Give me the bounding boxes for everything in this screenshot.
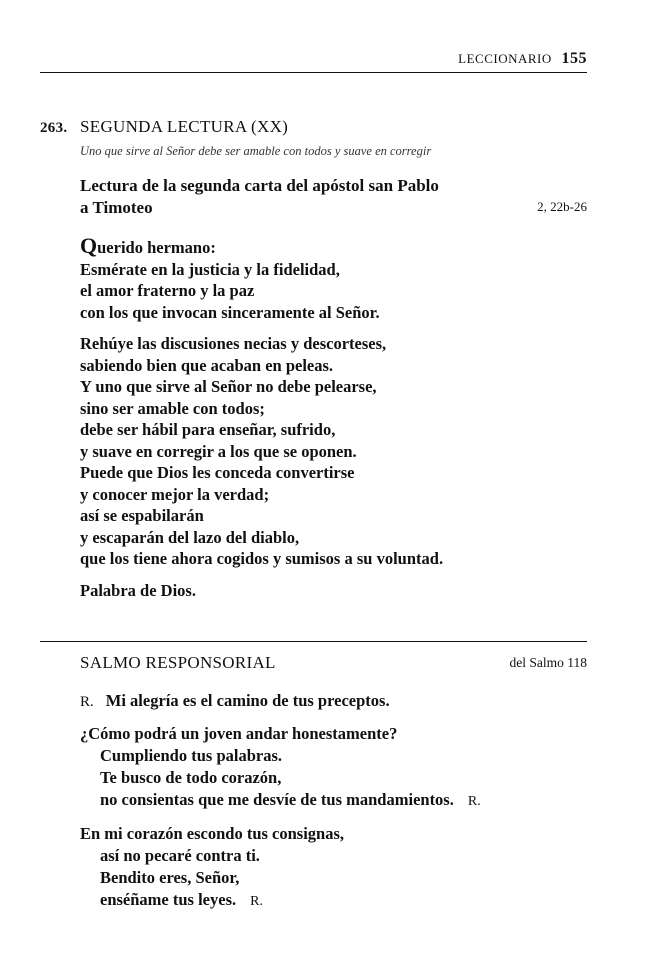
verse-line: y escaparán del lazo del diablo, bbox=[80, 527, 300, 547]
psalm-body bbox=[80, 690, 481, 913]
psalm-line-text: no consientas que me desvíe de tus mandamientos. bbox=[100, 790, 454, 809]
salutation bbox=[80, 235, 443, 259]
verse-line: Y uno que sirve al Señor no debe pelearse, bbox=[80, 377, 377, 396]
psalm-reference: del Salmo 118 bbox=[509, 655, 587, 670]
verse-line: que los tiene ahora cogidos y sumisos a su voluntad. bbox=[80, 549, 444, 568]
verse-line: sino ser amable con todos; bbox=[80, 398, 265, 418]
reading-closing: Palabra de Dios. bbox=[80, 580, 196, 600]
psalm-line-text: enséñame tus leyes. bbox=[100, 890, 237, 909]
verse-line: sabiendo bien que acaban en peleas. bbox=[80, 355, 334, 375]
reading-title-line: a Timoteo bbox=[80, 198, 153, 217]
psalm-line: ¿Cómo podrá un joven andar honestamente? bbox=[80, 724, 398, 743]
psalm-line: así no pecaré contra ti. bbox=[100, 846, 260, 865]
section-heading bbox=[40, 117, 288, 137]
verse-line: así se espabilarán bbox=[80, 506, 204, 525]
verse-line: Rehúye las discusiones necias y descorteses, bbox=[80, 334, 387, 353]
verse-line: Esmérate en la justicia y la fidelidad, bbox=[80, 259, 340, 279]
response-mark: R. bbox=[250, 894, 263, 909]
section-number: 263. bbox=[40, 120, 68, 136]
page-number: 155 bbox=[561, 50, 587, 67]
reading-title-line: Lectura de la segunda carta del apóstol san Pablo bbox=[80, 176, 439, 195]
header-rule bbox=[40, 72, 587, 73]
verse-line: y conocer mejor la verdad; bbox=[80, 484, 270, 504]
reading-title bbox=[80, 175, 439, 219]
verse-line: con los que invocan sinceramente al Señor. bbox=[80, 302, 380, 322]
running-header bbox=[40, 50, 587, 68]
section-rule bbox=[40, 641, 587, 642]
response-text: Mi alegría es el camino de tus preceptos. bbox=[105, 691, 390, 710]
verse-line: Puede que Dios les conceda convertirse bbox=[80, 463, 355, 482]
reading-reference: 2, 22b-26 bbox=[537, 199, 587, 214]
section-title: SEGUNDA LECTURA (XX) bbox=[80, 117, 289, 136]
running-title: LECCIONARIO bbox=[458, 51, 552, 66]
verse-line: y suave en corregir a los que se oponen. bbox=[80, 441, 357, 461]
response-mark: R. bbox=[467, 794, 481, 809]
verse-line: debe ser hábil para enseñar, sufrido, bbox=[80, 420, 336, 439]
verse-line: el amor fraterno y la paz bbox=[80, 281, 255, 300]
reading-body bbox=[80, 235, 443, 601]
psalm-line: Cumpliendo tus palabras. bbox=[100, 746, 283, 765]
psalm-line bbox=[80, 889, 481, 913]
psalm-line: Bendito eres, Señor, bbox=[100, 868, 240, 887]
drop-cap: Q bbox=[80, 233, 98, 258]
response-mark: R. bbox=[80, 694, 94, 710]
section-subtitle: Uno que sirve al Señor debe ser amable con todos y suave en corregir bbox=[80, 144, 432, 158]
psalm-title: SALMO RESPONSORIAL bbox=[80, 653, 276, 672]
psalm-response bbox=[80, 690, 481, 713]
psalm-line: En mi corazón escondo tus consignas, bbox=[80, 824, 345, 843]
psalm-line bbox=[80, 789, 481, 813]
salutation-text: uerido hermano: bbox=[97, 238, 216, 257]
psalm-line: Te busco de todo corazón, bbox=[100, 768, 282, 787]
